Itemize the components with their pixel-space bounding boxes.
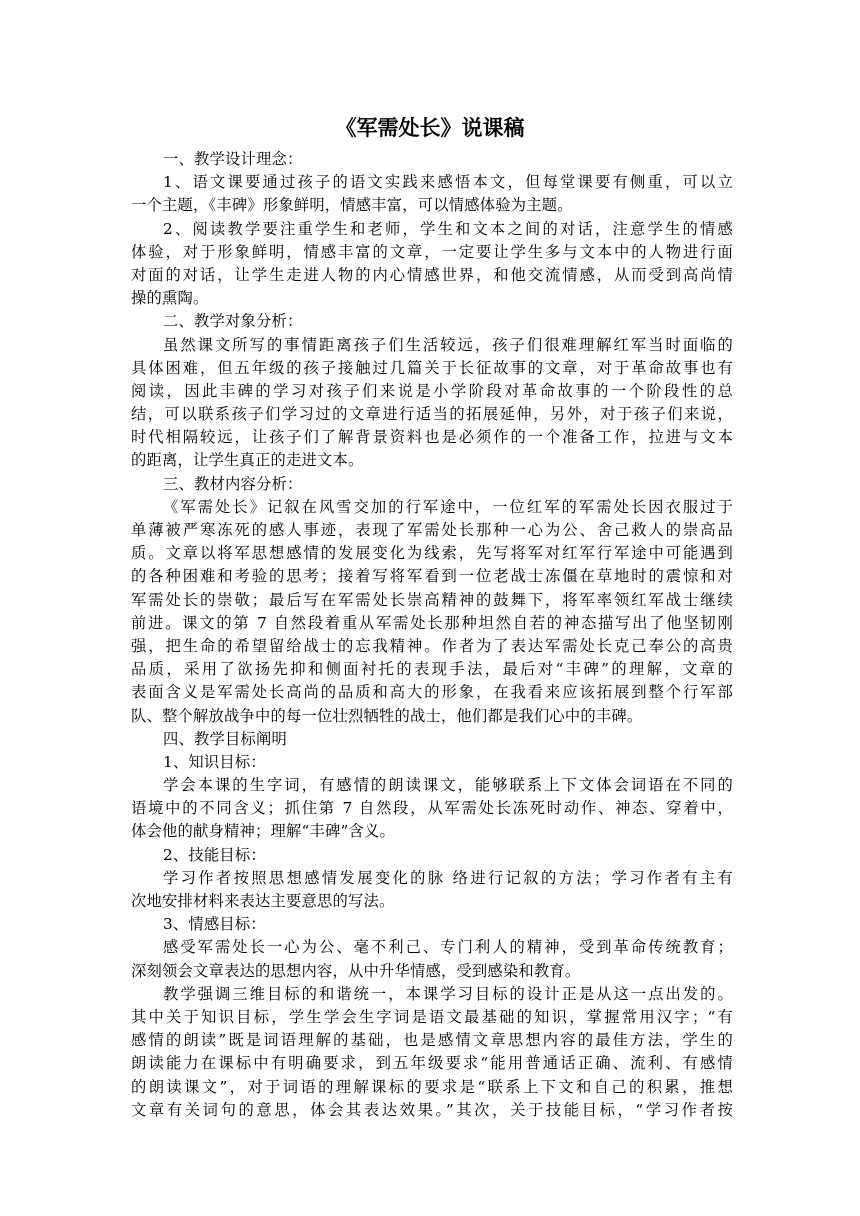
text-line: 的各种困难和考验的思考；接着写将军看到一位老战士冻僵在草地时的震惊和对 xyxy=(131,567,733,586)
text-line: 2、阅读教学要注重学生和老师，学生和文本之间的对话，注意学生的情感 xyxy=(163,219,733,238)
text-line: 质。文章以将军思想感情的发展变化为线索，先写将军对红军行军途中可能遇到 xyxy=(131,544,733,563)
text-line: 四、教学目标阐明 xyxy=(163,729,287,748)
text-line: 表面含义是军需处长高尚的品质和高大的形象，在我看来应该拓展到整个行军部 xyxy=(131,683,733,702)
text-line: 1、知识目标： xyxy=(163,752,266,771)
text-line: 语境中的不同含义；抓住第 7 自然段，从军需处长冻死时动作、神态、穿着中， xyxy=(131,799,733,818)
text-line: 《军需处长》记叙在风雪交加的行军途中，一位红军的军需处长因衣服过于 xyxy=(163,497,733,516)
text-line: 对面的对话，让学生走进人物的内心情感世界，和他交流情感，从而受到高尚情 xyxy=(131,265,733,284)
text-line: 具体困难，但五年级的孩子接触过几篇关于长征故事的文章，对于革命故事也有 xyxy=(131,358,733,377)
text-line: 体验，对于形象鲜明，情感丰富的文章，一定要让学生多与文本中的人物进行面 xyxy=(131,242,733,261)
text-line: 前进。课文的第 7 自然段着重从军需处长那种坦然自若的神态描写出了他坚韧刚 xyxy=(131,613,733,632)
text-line: 操的熏陶。 xyxy=(131,289,209,308)
text-line: 其中关于知识目标，学生学会生字词是语文最基础的知识，掌握常用汉字；“有 xyxy=(131,1007,733,1026)
text-line: 一、教学设计理念： xyxy=(163,150,303,168)
text-line: 体会他的献身精神；理解“丰碑”含义。 xyxy=(131,822,395,841)
text-line: 时代相隔较远，让孩子们了解背景资料也是必须作的一个准备工作，拉进与文本 xyxy=(131,428,733,447)
text-line: 学习作者按照思想感情发展变化的脉 络进行记叙的方法；学习作者有主有 xyxy=(163,868,733,887)
text-line: 1、语文课要通过孩子的语文实践来感悟本文，但每堂课要有侧重，可以立 xyxy=(163,173,733,192)
text-line: 虽然课文所写的事情距离孩子们生活较远，孩子们很难理解红军当时面临的 xyxy=(163,335,733,354)
text-line: 学会本课的生字词，有感情的朗读课文，能够联系上下文体会词语在不同的 xyxy=(163,776,733,795)
text-line: 朗读能力在课标中有明确要求，到五年级要求“能用普通话正确、流利、有感情 xyxy=(131,1054,733,1073)
text-line: 感情的朗读”既是词语理解的基础，也是感情文章思想内容的最佳方法，学生的 xyxy=(131,1031,733,1050)
text-line: 感受军需处长一心为公、毫不利己、专门利人的精神，受到革命传统教育； xyxy=(163,938,733,957)
text-line: 品质，采用了欲扬先抑和侧面衬托的表现手法，最后对“丰碑”的理解，文章的 xyxy=(131,660,733,679)
text-line: 深刻领会文章表达的思想内容，从中升华情感，受到感染和教育。 xyxy=(131,961,581,980)
document-title: 《军需处长》说课稿 xyxy=(335,115,525,140)
text-line: 的朗读课文”，对于词语的理解课标的要求是“联系上下文和自己的积累，推想 xyxy=(131,1077,733,1096)
text-line: 单薄被严寒冻死的感人事迹，表现了军需处长那种一心为公、舍己救人的崇高品 xyxy=(131,521,733,539)
text-line: 阅读，因此丰碑的学习对孩子们来说是小学阶段对革命故事的一个阶段性的总 xyxy=(131,381,733,400)
text-line: 三、教材内容分析： xyxy=(163,474,303,493)
text-line: 3、情感目标： xyxy=(163,915,266,934)
document-body xyxy=(131,148,733,1122)
text-line: 文章有关词句的意思，体会其表达效果。”其次，关于技能目标，“学习作者按 xyxy=(131,1100,733,1119)
text-line: 结，可以联系孩子们学习过的文章进行适当的拓展延伸，另外，对于孩子们来说， xyxy=(131,405,733,424)
text-line: 队、整个解放战争中的每一位壮烈牺牲的战士，他们都是我们心中的丰碑。 xyxy=(131,706,643,725)
text-line: 的距离，让学生真正的走进文本。 xyxy=(131,451,364,470)
text-line: 强，把生命的希望留给战士的忘我精神。作者为了表达军需处长克己奉公的高贵 xyxy=(131,636,733,655)
text-line: 二、教学对象分析： xyxy=(163,312,303,331)
text-line: 一个主题，《丰碑》形象鲜明，情感丰富，可以情感体验为主题。 xyxy=(131,196,573,215)
text-line: 教学强调三维目标的和谐统一，本课学习目标的设计正是从这一点出发的。 xyxy=(163,984,733,1003)
text-line: 2、技能目标： xyxy=(163,845,266,864)
text-line: 军需处长的崇敬；最后写在军需处长崇高精神的鼓舞下，将军率领红军战士继续 xyxy=(131,590,733,609)
text-line: 次地安排材料来表达主要意思的写法。 xyxy=(131,892,395,910)
